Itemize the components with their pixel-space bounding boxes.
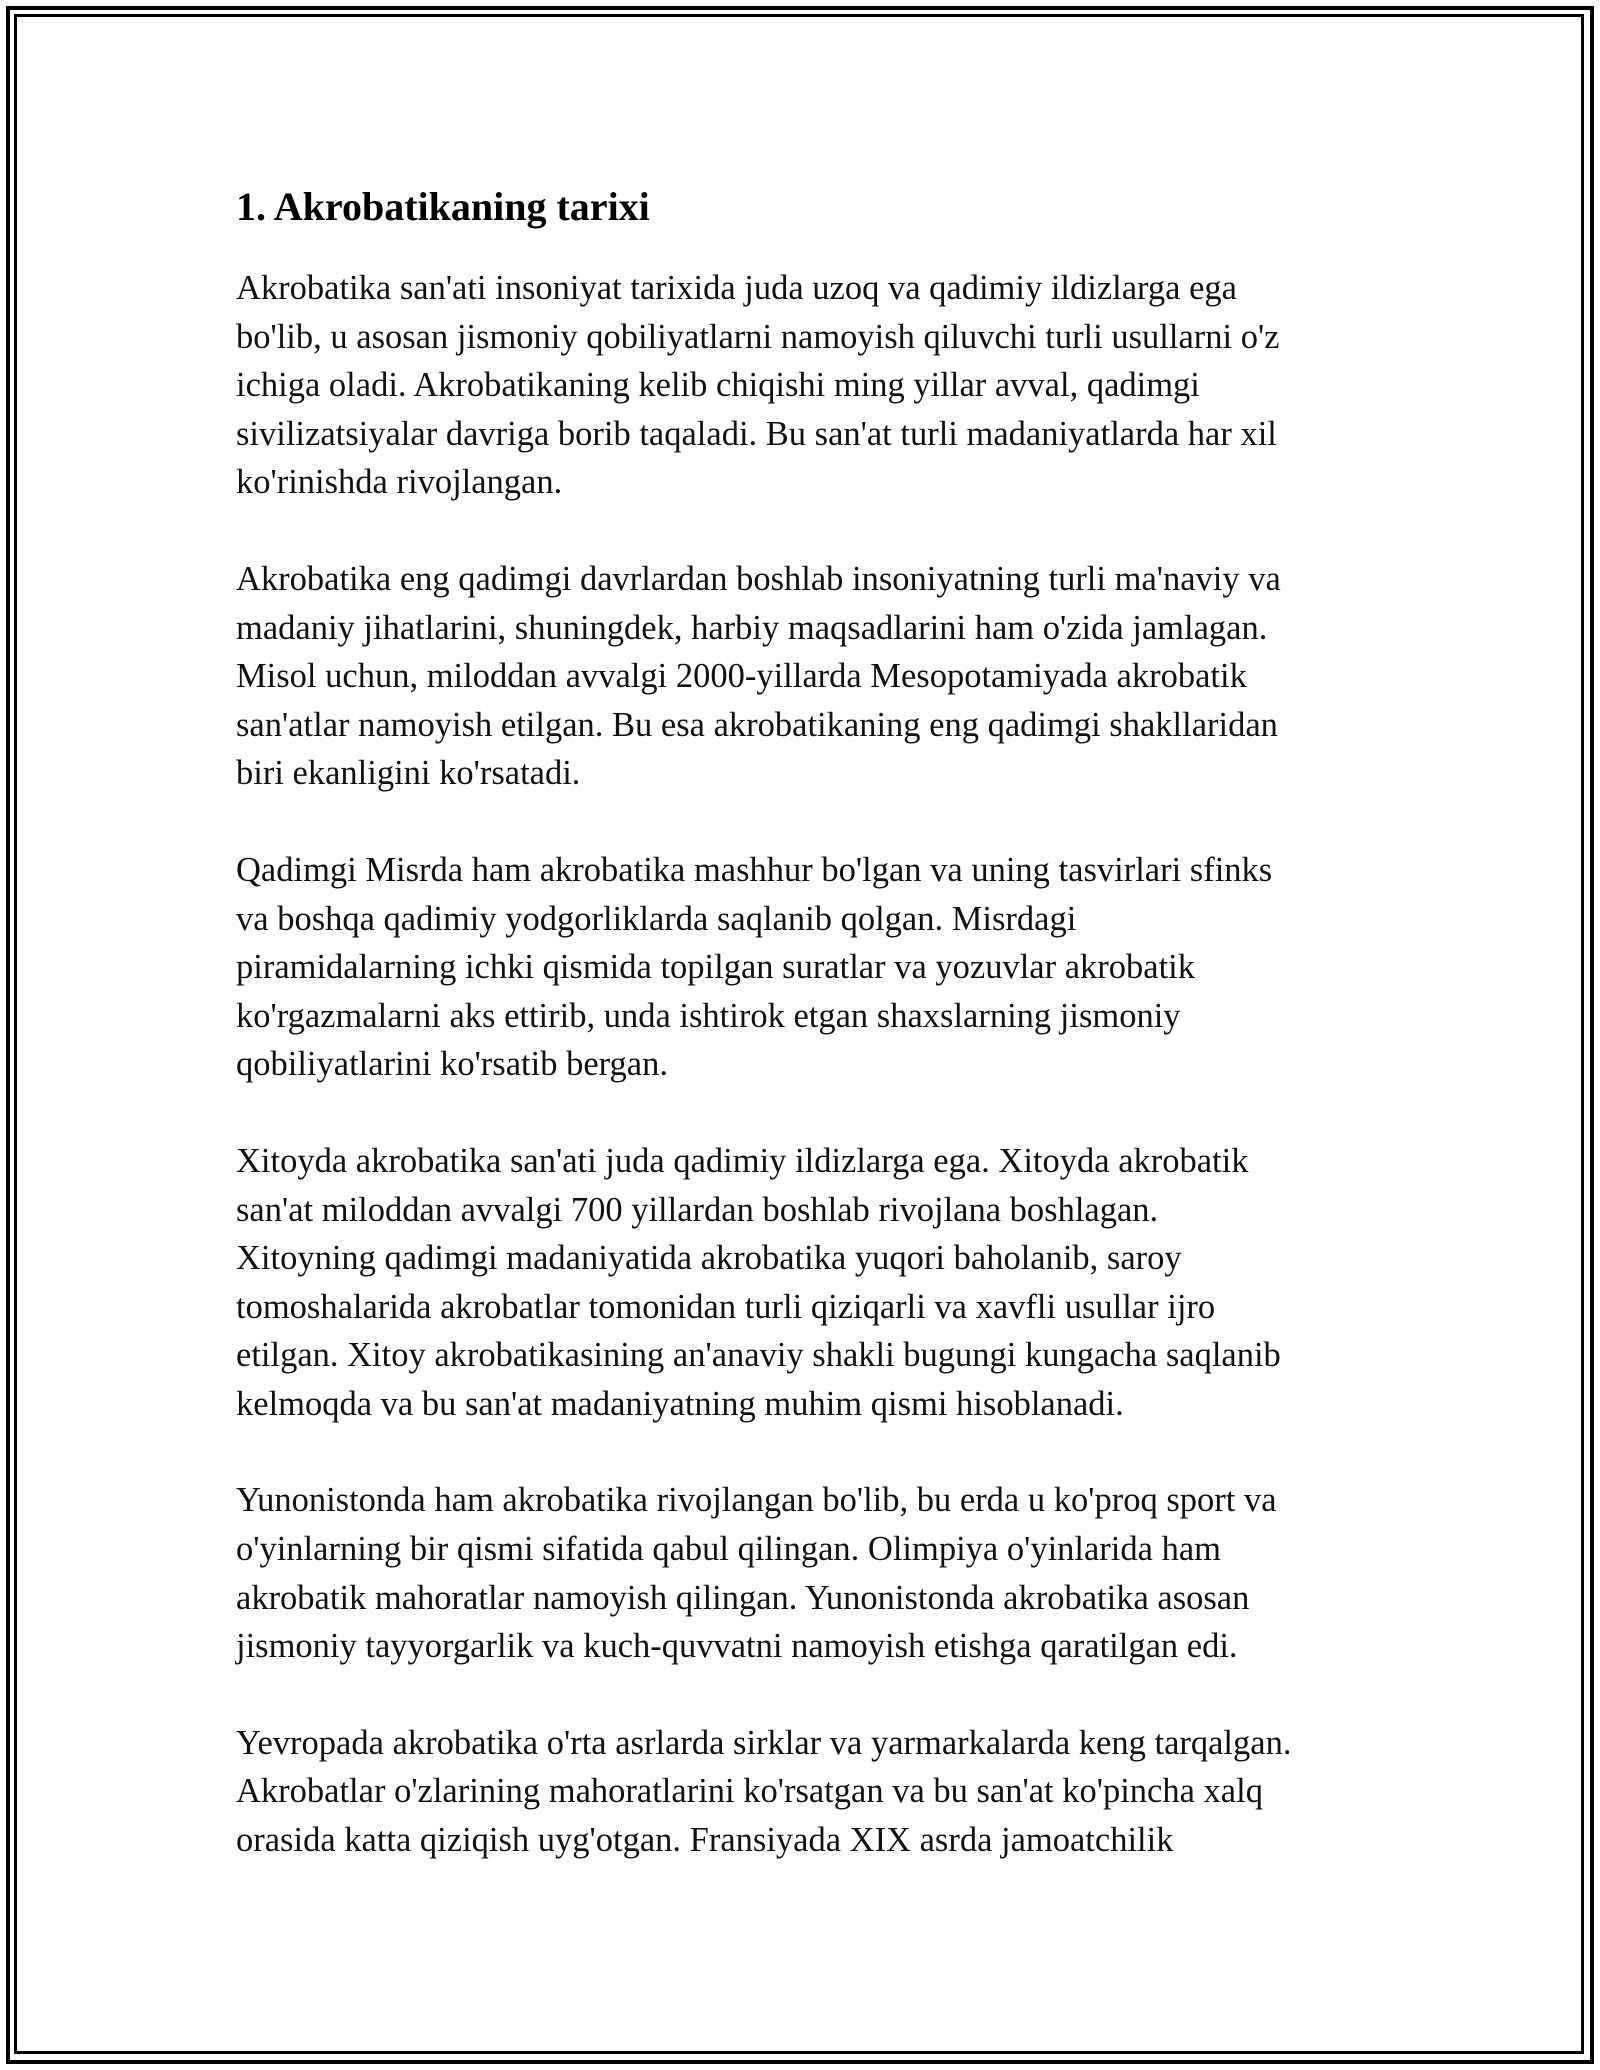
paragraph-4 xyxy=(236,1137,1366,1429)
paragraph-2 xyxy=(236,555,1366,798)
text-line: biri ekanligini ko'rsatadi. xyxy=(236,754,581,793)
text-line: san'at miloddan avvalgi 700 yillardan boshlab rivojlana boshlagan. xyxy=(236,1190,1159,1229)
text-line: Akrobatika san'ati insoniyat tarixida juda uzoq va qadimiy ildizlarga ega xyxy=(236,269,1237,307)
text-line: Akrobatika eng qadimgi davrlardan boshlab insoniyatning turli ma'naviy va xyxy=(236,559,1281,598)
text-line: Misol uchun, miloddan avvalgi 2000-yillarda Mesopotamiyada akrobatik xyxy=(236,657,1247,696)
text-line: o'yinlarning bir qismi sifatida qabul qilingan. Olimpiya o'yinlarida ham xyxy=(236,1530,1221,1569)
text-line: jismoniy tayyorgarlik va kuch-quvvatni namoyish etishga qaratilgan edi. xyxy=(236,1627,1238,1666)
text-line: Yevropada akrobatika o'rta asrlarda sirklar va yarmarkalarda keng tarqalgan. xyxy=(236,1723,1292,1762)
text-line: san'atlar namoyish etilgan. Bu esa akrobatikaning eng qadimgi shakllaridan xyxy=(236,705,1278,744)
text-line: Xitoyning qadimgi madaniyatida akrobatika yuqori baholanib, saroy xyxy=(236,1239,1182,1278)
paragraph-3 xyxy=(236,846,1366,1089)
text-line: madaniy jihatlarini, shuningdek, harbiy maqsadlarini ham o'zida jamlagan. xyxy=(236,608,1268,647)
text-line: qobiliyatlarini ko'rsatib bergan. xyxy=(236,1045,668,1084)
text-line: kelmoqda va bu san'at madaniyatning muhim qismi hisoblanadi. xyxy=(236,1384,1124,1423)
text-line: Xitoyda akrobatika san'ati juda qadimiy ildizlarga ega. Xitoyda akrobatik xyxy=(236,1141,1249,1180)
text-line: bo'lib, u asosan jismoniy qobiliyatlarni namoyish qiluvchi turli usullarni o'z xyxy=(236,317,1280,356)
text-line: ko'rgazmalarni aks ettirib, unda ishtirok etgan shaxslarning jismoniy xyxy=(236,996,1181,1035)
text-line: etilgan. Xitoy akrobatikasining an'anaviy shakli bugungi kungacha saqlanib xyxy=(236,1336,1281,1375)
paragraph-6 xyxy=(236,1719,1366,1865)
text-line: Akrobatlar o'zlarining mahoratlarini ko'rsatgan va bu san'at ko'pincha xalq xyxy=(236,1772,1263,1811)
text-line: orasida katta qiziqish uyg'otgan. Fransiyada XIX asrda jamoatchilik xyxy=(236,1821,1174,1860)
text-line: ichiga oladi. Akrobatikaning kelib chiqishi ming yillar avval, qadimgi xyxy=(236,366,1200,405)
text-line: sivilizatsiyalar davriga borib taqaladi. Bu san'at turli madaniyatlarda har xil xyxy=(236,414,1277,453)
text-line: Yunonistonda ham akrobatika rivojlangan bo'lib, bu erda u ko'proq sport va xyxy=(236,1481,1277,1520)
text-line: Qadimgi Misrda ham akrobatika mashhur bo'lgan va uning tasvirlari sfinks xyxy=(236,850,1273,889)
text-line: piramidalarning ichki qismida topilgan suratlar va yozuvlar akrobatik xyxy=(236,948,1196,987)
paragraph-1 xyxy=(236,264,1366,507)
section-heading: 1. Akrobatikaning tarixi xyxy=(236,184,650,229)
page-content xyxy=(236,180,1366,1913)
paragraph-5 xyxy=(236,1476,1366,1670)
text-line: va boshqa qadimiy yodgorliklarda saqlanib qolgan. Misrdagi xyxy=(236,899,1077,938)
text-line: akrobatik mahoratlar namoyish qilingan. Yunonistonda akrobatika asosan xyxy=(236,1578,1250,1617)
text-line: ko'rinishda rivojlangan. xyxy=(236,463,563,502)
text-line: tomoshalarida akrobatlar tomonidan turli qiziqarli va xavfli usullar ijro xyxy=(236,1287,1216,1326)
